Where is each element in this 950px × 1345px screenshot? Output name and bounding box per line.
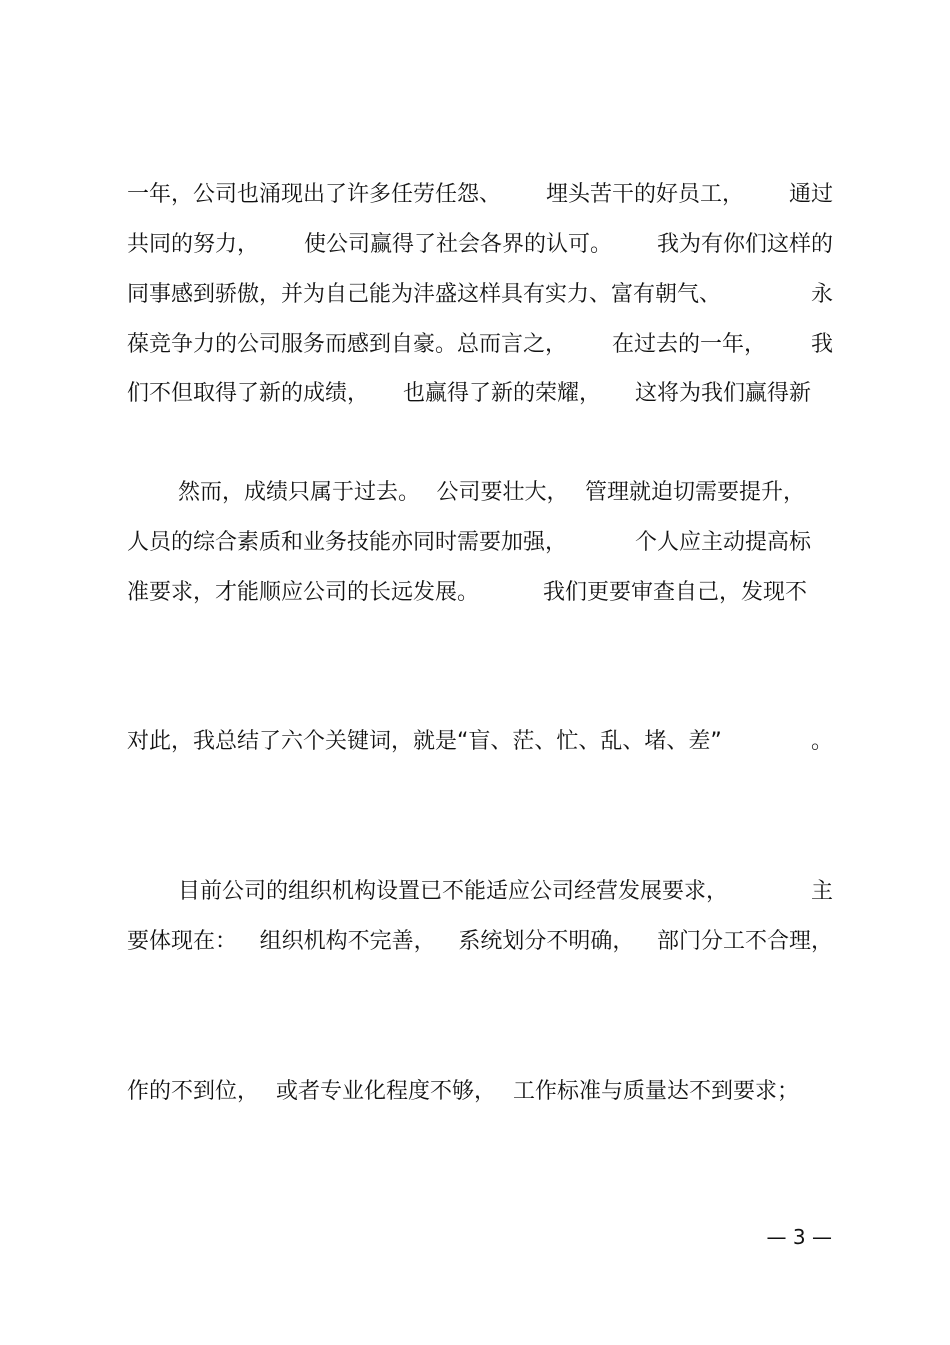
text-line	[178, 476, 805, 510]
text-line	[178, 875, 833, 909]
text-line	[127, 526, 811, 560]
text-line	[127, 975, 833, 1009]
text-segment: 部门分工不合理，	[656, 929, 833, 954]
text-line	[127, 576, 807, 610]
text-line	[127, 178, 833, 212]
section-heading	[178, 825, 833, 859]
text-segment: 在过去的一年，	[611, 332, 766, 357]
text-segment: 这将为我们赢得新	[634, 381, 811, 406]
text-segment: 通过	[788, 182, 833, 207]
text-line	[127, 377, 811, 411]
text-segment: 我为有你们这样的	[656, 232, 833, 257]
text-segment: 共同的努力，	[127, 232, 260, 257]
text-segment: 永	[810, 282, 833, 307]
text-segment: 同事感到骄傲，并为自己能为沣盛这样具有实力、富有朝气、	[127, 282, 722, 307]
text-segment: 工作标准与质量达不到要求；	[512, 1079, 799, 1104]
text-segment: 一年，公司也涌现出了许多任劳任怨、	[127, 182, 502, 207]
text-segment: 葆竞争力的公司服务而感到自豪。总而言之，	[127, 332, 568, 357]
text-segment: 准要求，才能顺应公司的长远发展。	[127, 580, 480, 605]
text-line	[127, 1075, 799, 1109]
page-number: — 3 —	[766, 1225, 832, 1249]
text-line	[127, 725, 833, 759]
text-segment: 组织机构不完善，	[259, 929, 436, 954]
text-segment: 我	[810, 332, 833, 357]
text-segment: 人员的综合素质和业务技能亦同时需要加强，	[127, 530, 568, 555]
text-segment: 系统划分不明确，	[458, 929, 635, 954]
text-segment: 公司要壮大，	[436, 480, 569, 505]
text-segment: 们不但取得了新的成绩，	[127, 381, 370, 406]
text-segment: 也赢得了新的荣耀，	[402, 381, 601, 406]
text-line	[127, 328, 833, 362]
text-segment: 我们更要审查自己，发现不	[542, 580, 807, 605]
text-segment: 要体现在：	[127, 929, 238, 954]
text-line	[178, 1125, 833, 1159]
text-segment: 埋头苦干的好员工，	[545, 182, 744, 207]
text-line	[127, 625, 833, 659]
text-segment: 作的不到位，	[127, 1079, 260, 1104]
text-line	[127, 426, 833, 460]
text-line	[178, 675, 833, 709]
text-line	[127, 775, 833, 809]
text-line	[178, 1025, 833, 1059]
text-line	[127, 228, 833, 262]
text-line	[127, 278, 833, 312]
text-segment: 然而，成绩只属于过去。	[178, 480, 421, 505]
text-segment: 个人应主动提高标	[634, 530, 811, 555]
text-segment: 管理就迫切需要提升，	[584, 480, 805, 505]
text-segment: 或者专业化程度不够，	[275, 1079, 496, 1104]
text-segment: 对此，我总结了六个关键词，就是“盲、茫、忙、乱、堵、差”	[127, 729, 722, 754]
text-segment: 使公司赢得了社会各界的认可。	[303, 232, 612, 257]
text-segment: 目前公司的组织机构设置已不能适应公司经营发展要求，	[178, 879, 729, 904]
text-line	[127, 925, 833, 959]
text-segment: 主	[810, 879, 833, 904]
text-segment: 。	[810, 729, 833, 754]
